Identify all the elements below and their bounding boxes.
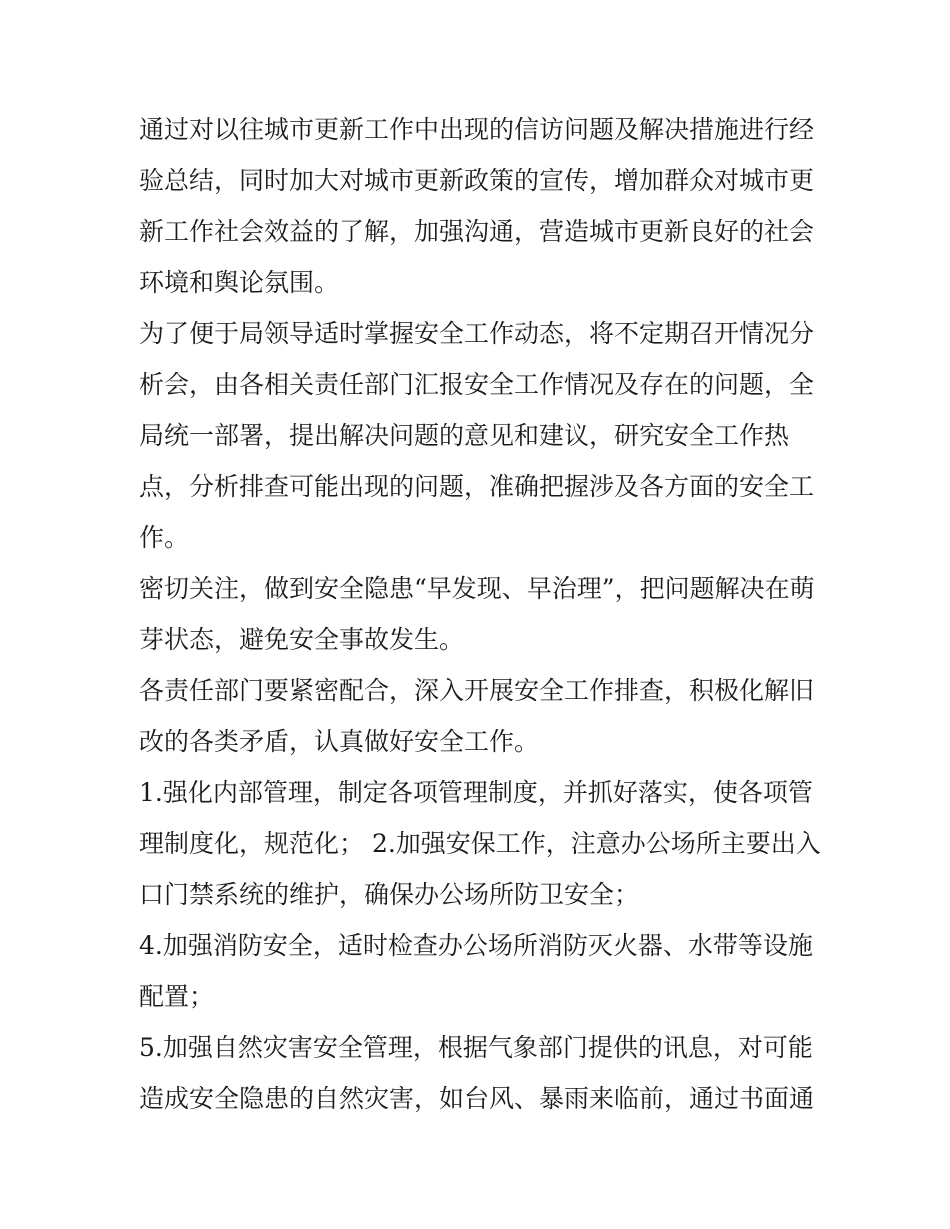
text-line: 析会，由各相关责任部门汇报安全工作情况及存在的问题，全 bbox=[139, 370, 815, 399]
text-line: 理制度化，规范化； 2.加强安保工作，注意办公场所主要出入 bbox=[139, 829, 821, 858]
text-line: 验总结，同时加大对城市更新政策的宣传，增加群众对城市更 bbox=[139, 166, 815, 195]
text-line: 5.加强自然灾害安全管理，根据气象部门提供的讯息，对可能 bbox=[139, 1033, 813, 1062]
text-line: 配置； bbox=[139, 982, 215, 1011]
text-line: 1.强化内部管理，制定各项管理制度，并抓好落实，使各项管 bbox=[139, 778, 813, 807]
text-line: 各责任部门要紧密配合，深入开展安全工作排查，积极化解旧 bbox=[139, 676, 815, 705]
text-line: 作。 bbox=[139, 523, 190, 552]
text-line: 点，分析排查可能出现的问题，准确把握涉及各方面的安全工 bbox=[139, 472, 815, 501]
text-line: 局统一部署，提出解决问题的意见和建议，研究安全工作热 bbox=[139, 421, 790, 450]
text-line: 改的各类矛盾，认真做好安全工作。 bbox=[139, 727, 540, 756]
text-line: 通过对以往城市更新工作中出现的信访问题及解决措施进行经 bbox=[139, 115, 815, 144]
document-body bbox=[139, 104, 819, 1124]
text-line: 为了便于局领导适时掌握安全工作动态，将不定期召开情况分 bbox=[139, 319, 815, 348]
text-line: 密切关注，做到安全隐患“早发现、早治理”，把问题解决在萌 bbox=[139, 574, 815, 603]
text-line: 新工作社会效益的了解，加强沟通，营造城市更新良好的社会 bbox=[139, 217, 815, 246]
text-line: 4.加强消防安全，适时检查办公场所消防灭火器、水带等设施 bbox=[139, 931, 813, 960]
text-line: 造成安全隐患的自然灾害，如台风、暴雨来临前，通过书面通 bbox=[139, 1084, 815, 1113]
text-line: 环境和舆论氛围。 bbox=[139, 268, 340, 297]
text-line: 芽状态，避免安全事故发生。 bbox=[139, 625, 465, 654]
text-line: 口门禁系统的维护，确保办公场所防卫安全； bbox=[139, 880, 640, 909]
